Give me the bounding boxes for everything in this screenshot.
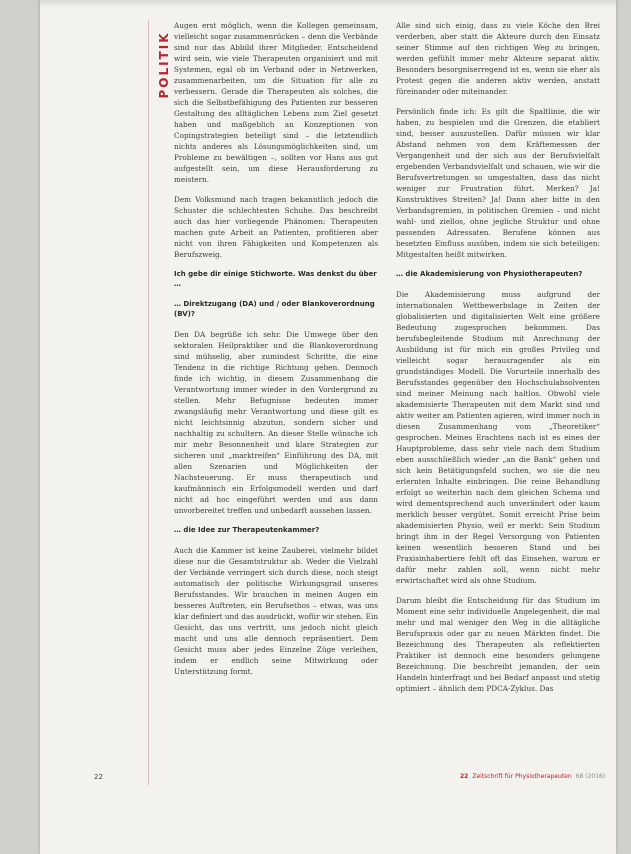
interview-question: … die Akademisierung von Physiotherapeuten? xyxy=(396,270,583,278)
left-column xyxy=(174,20,378,770)
interview-question: … Direktzugang (DA) und / oder Blankoverordnung (BV)? xyxy=(174,300,375,318)
body-paragraph: Darum bleibt die Entscheidung für das Studium im Moment eine sehr individuelle Angelegenheit, die mal mehr und mal weniger den Weg in die alltägliche Berufspraxis oder gar zu neuen Märkten findet. Die Bezeichnung des Therapeuten als reflektierten Praktiker ist dennoch eine besonders gelungene Bezeichnung. Die beschreibt jemanden, der sein Handeln hinterfragt und bei Bedarf anpasst und stetig optimiert – ähnlich dem PDCA-Zyklus. Das xyxy=(396,596,600,693)
footer-page-number: 22 xyxy=(460,773,469,780)
section-rule xyxy=(148,20,149,785)
body-paragraph: Dem Volksmund nach tragen bekanntlich jedoch die Schuster die schlechtesten Schuhe. Das beschreibt auch das hier vorliegende Phänomen: Therapeuten machen gute Arbeit an Patienten, profitieren aber nicht von ihren Fähigkeiten und Kompetenzen als Berufszweig. xyxy=(174,195,378,259)
body-paragraph: Augen erst möglich, wenn die Kollegen gemeinsam, vielleicht sogar zusammenrücken – denn die Verbände sind nur das Abbild ihrer Mitglieder. Entscheidend wird sein, wie viele Therapeuten organisiert und mit Systemen, egal ob im Verband oder in Netzwerken, zusammenarbeiten, um die Situation für alle zu verbessern. Gerade die Therapeuten als solches, die sich die Selbstbefähigung des Patienten zur besseren Gestaltung des alltäglichen Lebens zum Ziel gesetzt haben und maßgeblich an Konzeptionen von Copingstrategien beteiligt sind – die letztendlich nichts anderes als Lösungsmöglichkeiten sind, um Probleme zu bewältigen –, sollten vor Hans aus gut aufgestellt sein, um diese Herausforderung zu meistern. xyxy=(174,21,378,184)
body-paragraph: Alle sind sich einig, dass zu viele Köche den Brei verderben, aber statt die Akteure durch den Einsatz seiner Stimme auf den richtigen Weg zu bringen, werden gefühlt immer mehr Akteure separat aktiv. Besonders besorgniserregend ist es, wenn sie eher als Protest gegen die anderen aktiv werden, anstatt füreinander oder miteinander. xyxy=(396,21,600,96)
interview-question: … die Idee zur Therapeutenkammer? xyxy=(174,526,320,534)
right-column xyxy=(396,20,600,770)
page-number: 22 xyxy=(94,773,103,781)
page-footer xyxy=(460,773,605,780)
magazine-page xyxy=(40,0,616,854)
section-label-text: POLITIK xyxy=(157,31,171,99)
body-paragraph: Den DA begrüße ich sehr. Die Umwege über den sektoralen Heilpraktiker und die Blankoverordnung sind mühselig, aber zumindest Schritte, die eine Tendenz in die richtige Richtung geben. Dennoch finde ich wichtig, in diesem Zusammenhang die Verantwortung immer wieder in den Vordergrund zu stellen. Mehr Befugnisse bedeuten immer zwangsläufig mehr Verantwortung und diese gilt es nicht leichtsinnig abzutun, sondern sicher und nachhaltig zu schultern. An dieser Stelle wünsche ich mir mehr Besonnenheit und klare Strategien zur sicheren und „marktreifen“ Einführung des DA, mit allen Szenarien und Möglichkeiten der Nachsteuerung. Er muss therapeutisch und kaufmännisch ein Erfolgsmodell werden und darf nicht ad hoc eingeführt werden und aus dann unvorbereitet treffen und unbedarft aussehen lassen. xyxy=(174,330,378,515)
body-paragraph: Die Akademisierung muss aufgrund der internationalen Wettbewerbslage in Zeiten der globalisierten und digitalisierten Welt eine größere Bedeutung zugesprochen bekommen. Das berufsbegleitende Studium mit Anrechnung der Ausbildung ist für mich ein großes Privileg und vielleicht sogar herausragender als ein grundständiges Modell. Die Vorurteile innerhalb des Berufsstandes gegenüber den Hochschulabsolventen sind meiner Meinung nach haltlos. Obwohl viele akademisierte Therapeuten mit dem Markt sind und aktiv weiter am Patienten agieren, wird immer noch in diesen Zusammenhang vom „Theoretiker“ gesprochen. Meines Erachtens nach ist es eines der Hauptprobleme, dass sehr viele nach dem Studium eben ausschließlich wieder „an die Bank“ gehen und sich kein Betätigungsfeld suchen, wo sie die neu erlernten Inhalte einbringen. Die reine Behandlung erfolgt so weiterhin nach dem gleichen Schema und wird dementsprechend auch unverändert oder kaum merklich besser vergütet. Somit erreicht Prise beim akademisierten Physio, weil er merkt: Sein Studium bringt ihm in der Regel Versorgung von Patienten keinen wesentlich besseren Stand und bei Praxisinhabertiere fehlt oft das Einsehen, warum er dafür mehr zahlen soll, wenn nicht mehr erwirtschaftet wird als ohne Studium. xyxy=(396,290,600,585)
interview-question: Ich gebe dir einige Stichworte. Was denkst du über … xyxy=(174,270,377,288)
body-paragraph: Auch die Kammer ist keine Zauberei, vielmehr bildet diese nur die Gesamtstruktur ab. Weder die Vielzahl der Verbände verringert sich durch diese, noch steigt automatisch der politische Wirkungsgrad unseres Berufsstandes. Wir brauchen in meinen Augen ein besseres Auftreten, ein Berufsethos – etwas, was uns klar definiert und das ausdrückt, wofür wir stehen. Ein Gesicht, das uns vertritt, uns jedoch nicht gleich macht und uns alle dennoch repräsentiert. Dem Gesicht muss aber jedes Einzelne Züge verleihen, indem er endlich seine Mitwirkung oder Unterstützung formt. xyxy=(174,546,378,676)
body-paragraph: Persönlich finde ich: Es gilt die Spaltlinie, die wir haben, zu bespielen und die Grenzen, die etabliert sind, besser auszustellen. Dafür müssen wir klar Abstand nehmen von dem Kräftemessen der Vergangenheit und der sich aus der Berufsvielfalt ergebenden Verbandsvielfalt und schauen, wie wir die Berufsvertretungen so umgestalten, dass das nicht weniger zur Frustration führt. Merken? Ja! Konstruktives Streiten? Ja! Dann aber bitte in den Verbandsgremien, in politischen Gremien – und nicht wahl- und ziellos, ohne jegliche Struktur und ohne passenden Adressaten. Berufene können aus besetzten Einfluss ausüben, indem sie sich beteiligen: Mitgestalten heißt mitwirken. xyxy=(396,107,600,259)
footer-issue: 68 (2016) xyxy=(575,773,606,780)
footer-journal: Zeitschrift für Physiotherapeuten xyxy=(472,773,572,780)
page-top-edge xyxy=(40,0,616,8)
